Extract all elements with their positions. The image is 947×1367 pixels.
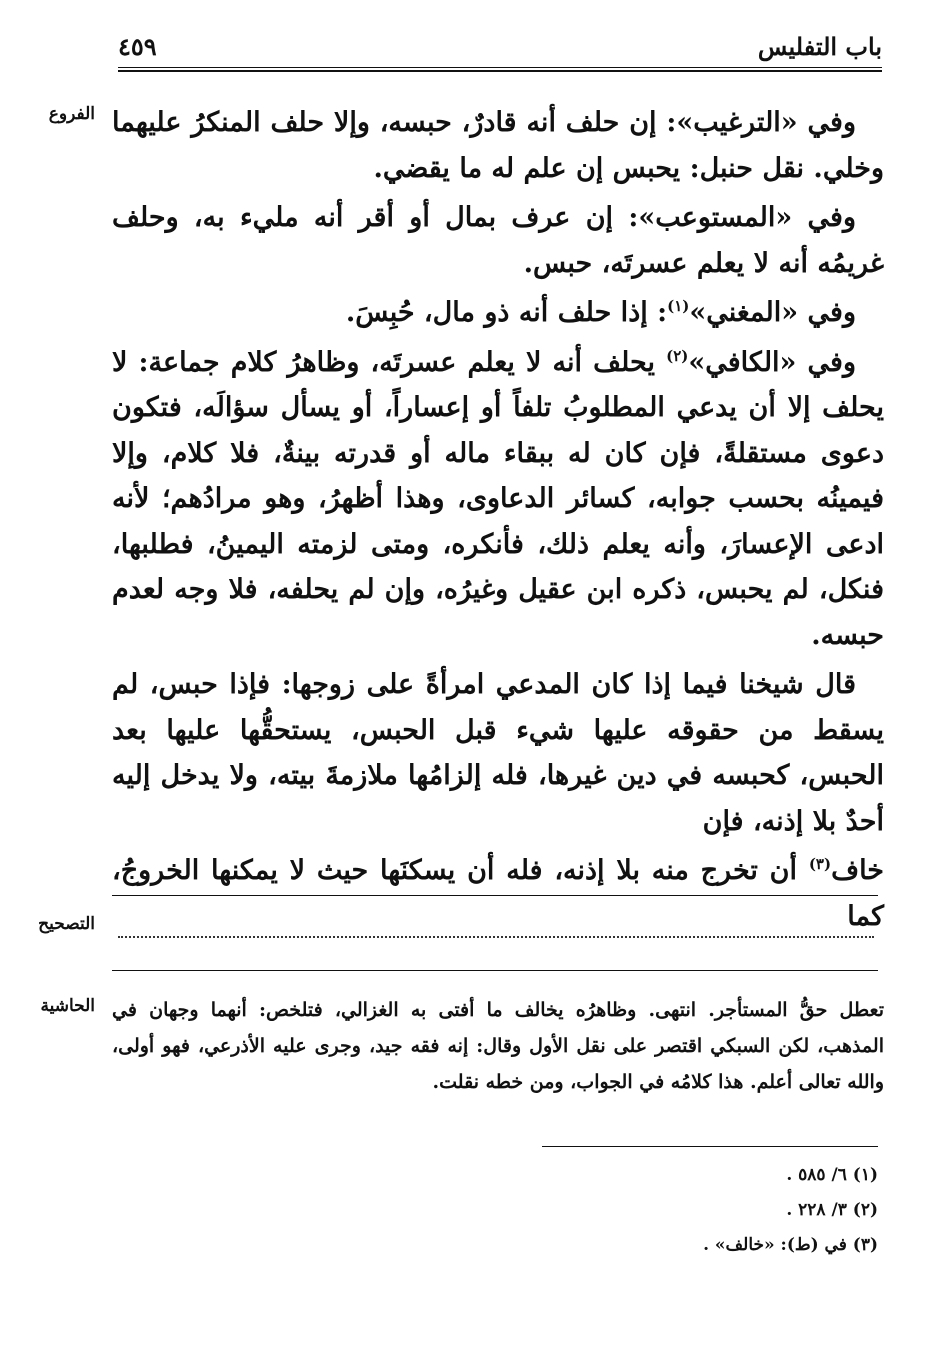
margin-label-hashiya: الحاشية [40, 996, 95, 1016]
footnotes [400, 1158, 878, 1263]
paragraph-kafi [112, 340, 884, 659]
paragraph-shaykh: قال شيخنا فيما إذا كان المدعي امرأةً على زوجها: فإذا حبس، لم يسقط من حقوقه عليها شيء قبل الحبس، يستحقُّها عليها بعد الحبس، كحبسه في دين غيرها، فله إلزامُها ملازمةَ بيته، ولا يدخل إليه أحدٌ بلا إذنه، فإن [112, 669, 884, 837]
main-text [112, 100, 884, 939]
header-rule [118, 67, 882, 68]
section-rule-bottom [112, 970, 878, 971]
tashih-dotted-line [118, 936, 874, 938]
footnote-2: (٢) ٣/ ٢٢٨ . [786, 1200, 878, 1220]
paragraph-mustawib: وفي «المستوعب»: إن عرف بمال أو أقر أنه مليء به، وحلف غريمُه أنه لا يعلم عسرتَه، حبس. [112, 202, 884, 279]
footnote-rule [542, 1146, 878, 1147]
page-header [118, 30, 882, 66]
margin-label-furu: الفروع [48, 104, 95, 124]
last-line-text-rest: أن تخرج منه بلا إذنه، فله أن يسكنَها حيث لا يمكنها الخروجُ، كما [112, 855, 884, 932]
kafi-text: وفي «الكافي» [688, 346, 856, 378]
kafi-text-rest: يحلف أنه لا يعلم عسرتَه، وظاهرُ كلام جماعة: لا يحلف إلا أن يدعي المطلوبُ تلفاً أو إعساراً، أو يسأل سؤالَه، فتكون دعوى مستقلةً، فإن كان له ببقاء ماله أو قدرته بينةٌ، فلا كلام، وإلا فيمينُه بحسب جوابه، كسائر الدعاوى، وهذا أظهرُ، وهو مرادُهم؛ لأنه ادعى الإعسارَ، وأنه يعلم ذلك، فأنكره، ومتى لزمته اليمينُ، فطلبها، فنكل، لم يحبس، ذكره ابن عقيل وغيرُه، وإن لم يحلفه، فلا وجه لعدم حبسه. [112, 346, 884, 651]
paragraph-last-line [112, 848, 884, 939]
footnote-ref-1: (١) [667, 297, 690, 315]
footnote-ref-3: (٣) [808, 855, 832, 873]
mughni-text: وفي «المغني» [689, 297, 856, 328]
running-title: باب التفليس [757, 32, 882, 61]
section-rule-top [112, 895, 878, 896]
footnote-1: (١) ٦/ ٥٨٥ . [786, 1165, 878, 1185]
hashiya-text [112, 992, 884, 1100]
last-line-text: خاف [831, 855, 884, 886]
footnote-ref-2: (٢) [666, 346, 689, 365]
mughni-text-rest: : إذا حلف أنه ذو مال، حُبِسَ. [345, 297, 668, 328]
footnote-3: (٣) في (ط): «خالف» . [703, 1235, 878, 1255]
header-rule-thick [118, 70, 882, 72]
page-number: ٤٥٩ [118, 32, 157, 61]
hashiya-paragraph: تعطل حقُّ المستأجر. انتهى. وظاهرُه يخالف ما أفتى به الغزالي، فتلخص: أنهما وجهان في المذهب، لكن السبكي اقتصر على نقل الأول وقال: إنه فقه جيد، وجرى عليه الأذرعي، فهو أولى، والله تعالى أعلم. هذا كلامُه في الجواب، ومن خطه نقلت. [112, 999, 884, 1093]
margin-label-tashih: التصحيح [38, 914, 95, 934]
paragraph-targhib: وفي «الترغيب»: إن حلف أنه قادرٌ، حبسه، وإلا حلف المنكرُ عليهما وخلي. نقل حنبل: يحبس إن علم له ما يقضي. [112, 107, 884, 184]
paragraph-mughni [112, 290, 884, 336]
